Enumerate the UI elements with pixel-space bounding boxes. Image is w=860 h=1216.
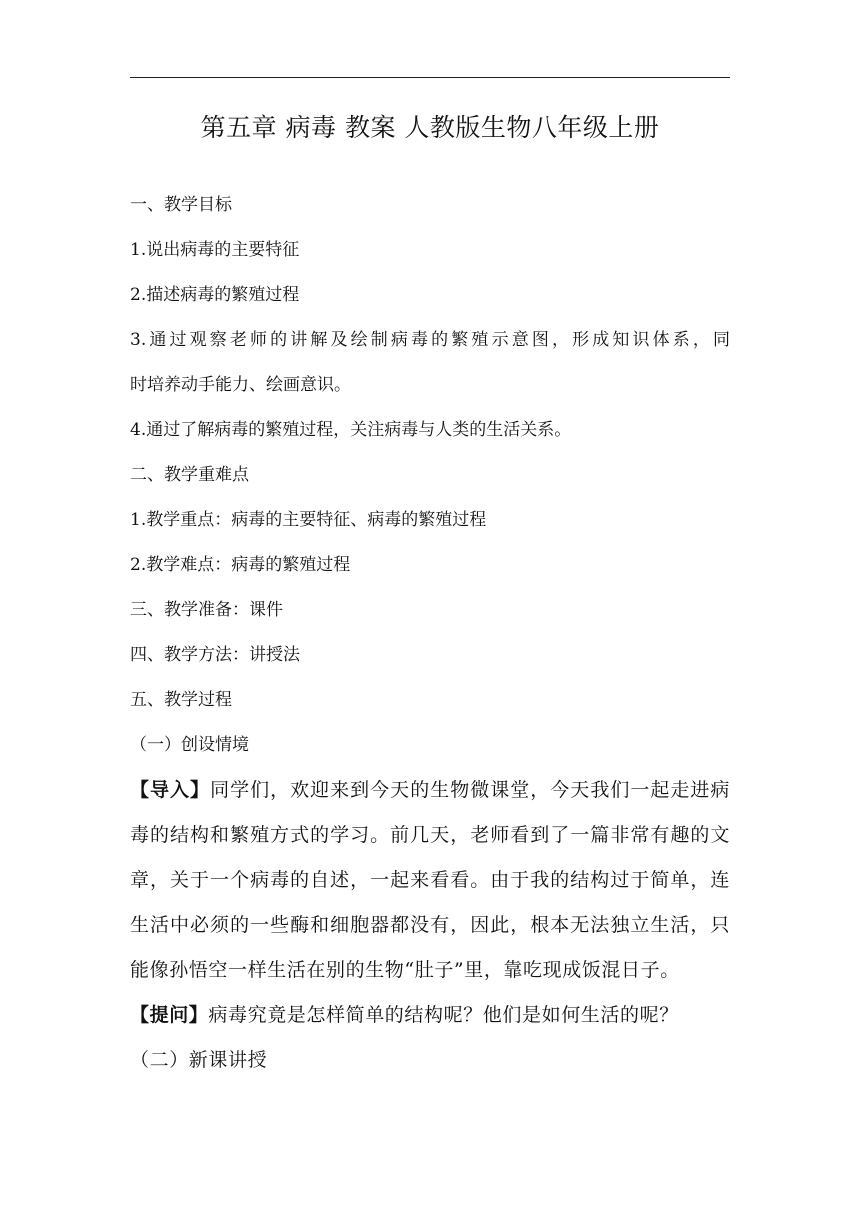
intro-text-1: 同学们，欢迎来到今天的生物微课堂，今天我们一起走进病 <box>210 779 730 801</box>
question-line <box>130 1000 730 1030</box>
document-title: 第五章 病毒 教案 人教版生物八年级上册 <box>200 113 660 142</box>
question-text: 病毒究竟是怎样简单的结构呢？他们是如何生活的呢？ <box>208 1004 679 1026</box>
key-points-heading: 二、教学重难点 <box>130 465 249 485</box>
key-point-item-1: 1.教学重点：病毒的主要特征、病毒的繁殖过程 <box>130 510 487 530</box>
intro-line-1 <box>130 775 730 805</box>
intro-tag: 【导入】 <box>130 779 211 801</box>
objective-item-3: 3.通过观察老师的讲解及绘制病毒的繁殖示意图，形成知识体系，同 <box>130 330 730 350</box>
objective-item-1: 1.说出病毒的主要特征 <box>130 240 300 260</box>
question-tag: 【提问】 <box>130 1004 209 1026</box>
process-heading: 五、教学过程 <box>130 690 232 710</box>
objectives-heading: 一、教学目标 <box>130 195 232 215</box>
objective-item-3-continued: 时培养动手能力、绘画意识。 <box>130 375 351 395</box>
intro-line-2: 毒的结构和繁殖方式的学习。前几天，老师看到了一篇非常有趣的文 <box>130 824 730 846</box>
objective-item-2: 2.描述病毒的繁殖过程 <box>130 285 300 305</box>
method-line: 四、教学方法：讲授法 <box>130 645 300 665</box>
intro-line-4: 生活中必须的一些酶和细胞器都没有，因此，根本无法独立生活，只 <box>130 914 730 936</box>
intro-line-3: 章，关于一个病毒的自述，一起来看看。由于我的结构过于简单，连 <box>130 869 730 891</box>
preparation-line: 三、教学准备：课件 <box>130 600 283 620</box>
header-rule <box>130 77 730 78</box>
key-point-item-2: 2.教学难点：病毒的繁殖过程 <box>130 555 351 575</box>
intro-line-5: 能像孙悟空一样生活在别的生物“肚子”里，靠吃现成饭混日子。 <box>130 959 680 981</box>
step-1-heading: （一）创设情境 <box>130 735 249 755</box>
step-2-heading: （二）新课讲授 <box>130 1049 268 1071</box>
objective-item-4: 4.通过了解病毒的繁殖过程，关注病毒与人类的生活关系。 <box>130 420 572 440</box>
